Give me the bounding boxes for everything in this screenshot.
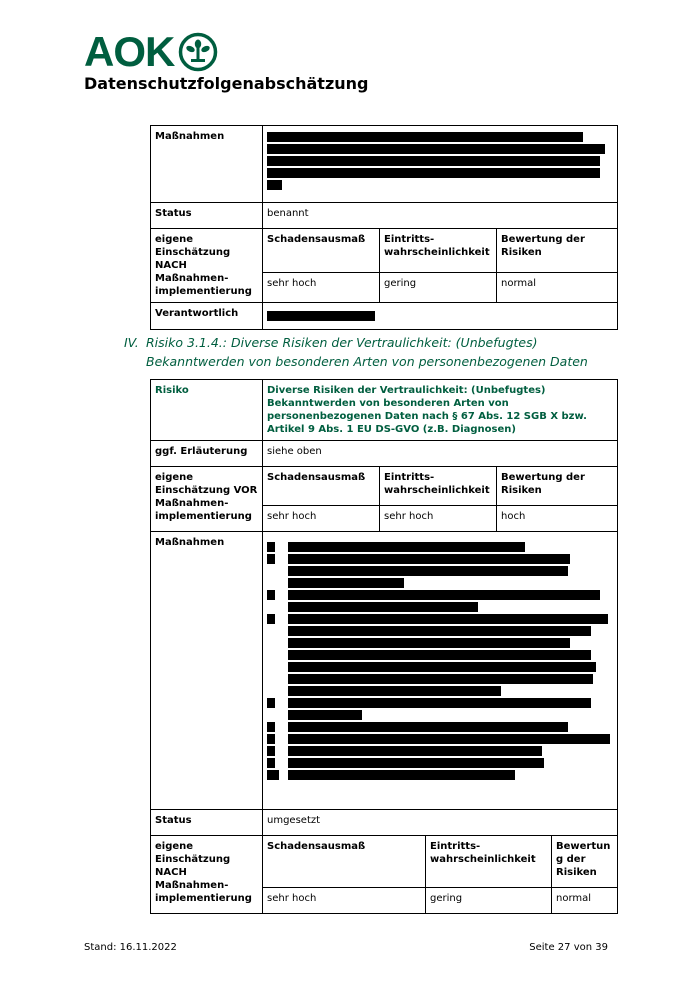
col-schadensausmass: Schadensausmaß [263, 467, 380, 506]
logo-text: AOK [84, 28, 175, 75]
redaction-bar [267, 132, 583, 142]
redaction-bar [267, 180, 282, 190]
erlaeuterung-value: siehe oben [263, 441, 618, 467]
nach-bewertung: normal [552, 888, 618, 914]
redacted-bullet [267, 746, 613, 756]
redacted-bullet [267, 758, 613, 768]
eval-vor-label: eigene Einschätzung VOR Maßnahmen-implementierung [151, 467, 263, 532]
redaction-bar [267, 156, 600, 166]
vor-schadensausmass: sehr hoch [263, 506, 380, 532]
verantwortlich-label: Verantwortlich [151, 303, 263, 330]
status-label: Status [151, 810, 263, 836]
vor-eintrittswahrscheinlichkeit: sehr hoch [380, 506, 497, 532]
aok-logo [84, 28, 218, 75]
redaction-bar [267, 168, 600, 178]
redacted-bullet [267, 650, 613, 660]
redacted-bullet [267, 542, 613, 552]
redacted-bullet [267, 734, 613, 744]
status-value: umgesetzt [263, 810, 618, 836]
verantwortlich-redacted [263, 303, 618, 330]
redacted-bullet [267, 674, 613, 684]
value-eintrittswahrscheinlichkeit: gering [380, 273, 497, 303]
redacted-bullet [267, 770, 613, 780]
status-value: benannt [263, 203, 618, 229]
massnahmen-label: Maßnahmen [151, 532, 263, 810]
measures-table-continued [150, 125, 618, 330]
redacted-bullet [267, 662, 613, 672]
aok-tree-icon [178, 32, 218, 72]
massnahmen-label: Maßnahmen [151, 126, 263, 203]
col-bewertung: Bewertung der Risiken [497, 229, 618, 273]
section-title: Risiko 3.1.4.: Diverse Risiken der Vertraulichkeit: (Unbefugtes) Bekanntwerden von besonderen Arten von personenbezogenen Daten [146, 335, 588, 369]
eval-nach-label: eigene Einschätzung NACH Maßnahmen-implementierung [151, 229, 263, 303]
risiko-label: Risiko [151, 380, 263, 441]
redacted-bullet [267, 578, 613, 588]
redacted-bullet [267, 614, 613, 624]
redacted-bullet [267, 710, 613, 720]
redaction-bar [267, 144, 605, 154]
col-eintrittswahrscheinlichkeit: Eintritts-wahrscheinlichkeit [380, 229, 497, 273]
redacted-bullet [267, 698, 613, 708]
status-label: Status [151, 203, 263, 229]
nach-schadensausmass: sehr hoch [263, 888, 426, 914]
redacted-bullet [267, 554, 613, 564]
footer-page-number: Seite 27 von 39 [529, 942, 608, 953]
risiko-value: Diverse Risiken der Vertraulichkeit: (Unbefugtes) Bekanntwerden von besonderen Arten von personenbezogenen Daten nach § 67 Abs. 12 SGB X bzw. Artikel 9 Abs. 1 EU DS-GVO (z.B. Diagnosen) [263, 380, 618, 441]
vor-bewertung: hoch [497, 506, 618, 532]
col-schadensausmass: Schadensausmaß [263, 229, 380, 273]
nach-eintrittswahrscheinlichkeit: gering [426, 888, 552, 914]
col-eintrittswahrscheinlichkeit: Eintritts-wahrscheinlichkeit [426, 836, 552, 888]
redacted-bullet [267, 602, 613, 612]
redacted-bullet [267, 686, 613, 696]
col-eintrittswahrscheinlichkeit: Eintritts-wahrscheinlichkeit [380, 467, 497, 506]
value-bewertung: normal [497, 273, 618, 303]
col-bewertung: Bewertung der Risiken [497, 467, 618, 506]
value-schadensausmass: sehr hoch [263, 273, 380, 303]
massnahmen-redacted-list [263, 532, 618, 810]
document-title: Datenschutzfolgenabschätzung [84, 74, 369, 93]
redacted-bullet [267, 722, 613, 732]
section-number: IV. [124, 335, 139, 350]
massnahmen-redacted [263, 126, 618, 203]
footer-date: Stand: 16.11.2022 [84, 942, 177, 953]
redacted-bullet [267, 638, 613, 648]
redacted-bullet [267, 566, 613, 576]
redacted-bullet [267, 626, 613, 636]
eval-nach-label: eigene Einschätzung NACH Maßnahmen-implementierung [151, 836, 263, 914]
risk-table [150, 379, 618, 914]
redaction-bar [267, 311, 375, 321]
erlaeuterung-label: ggf. Erläuterung [151, 441, 263, 467]
col-schadensausmass: Schadensausmaß [263, 836, 426, 888]
col-bewertung: Bewertun g der Risiken [552, 836, 618, 888]
redacted-bullet [267, 590, 613, 600]
